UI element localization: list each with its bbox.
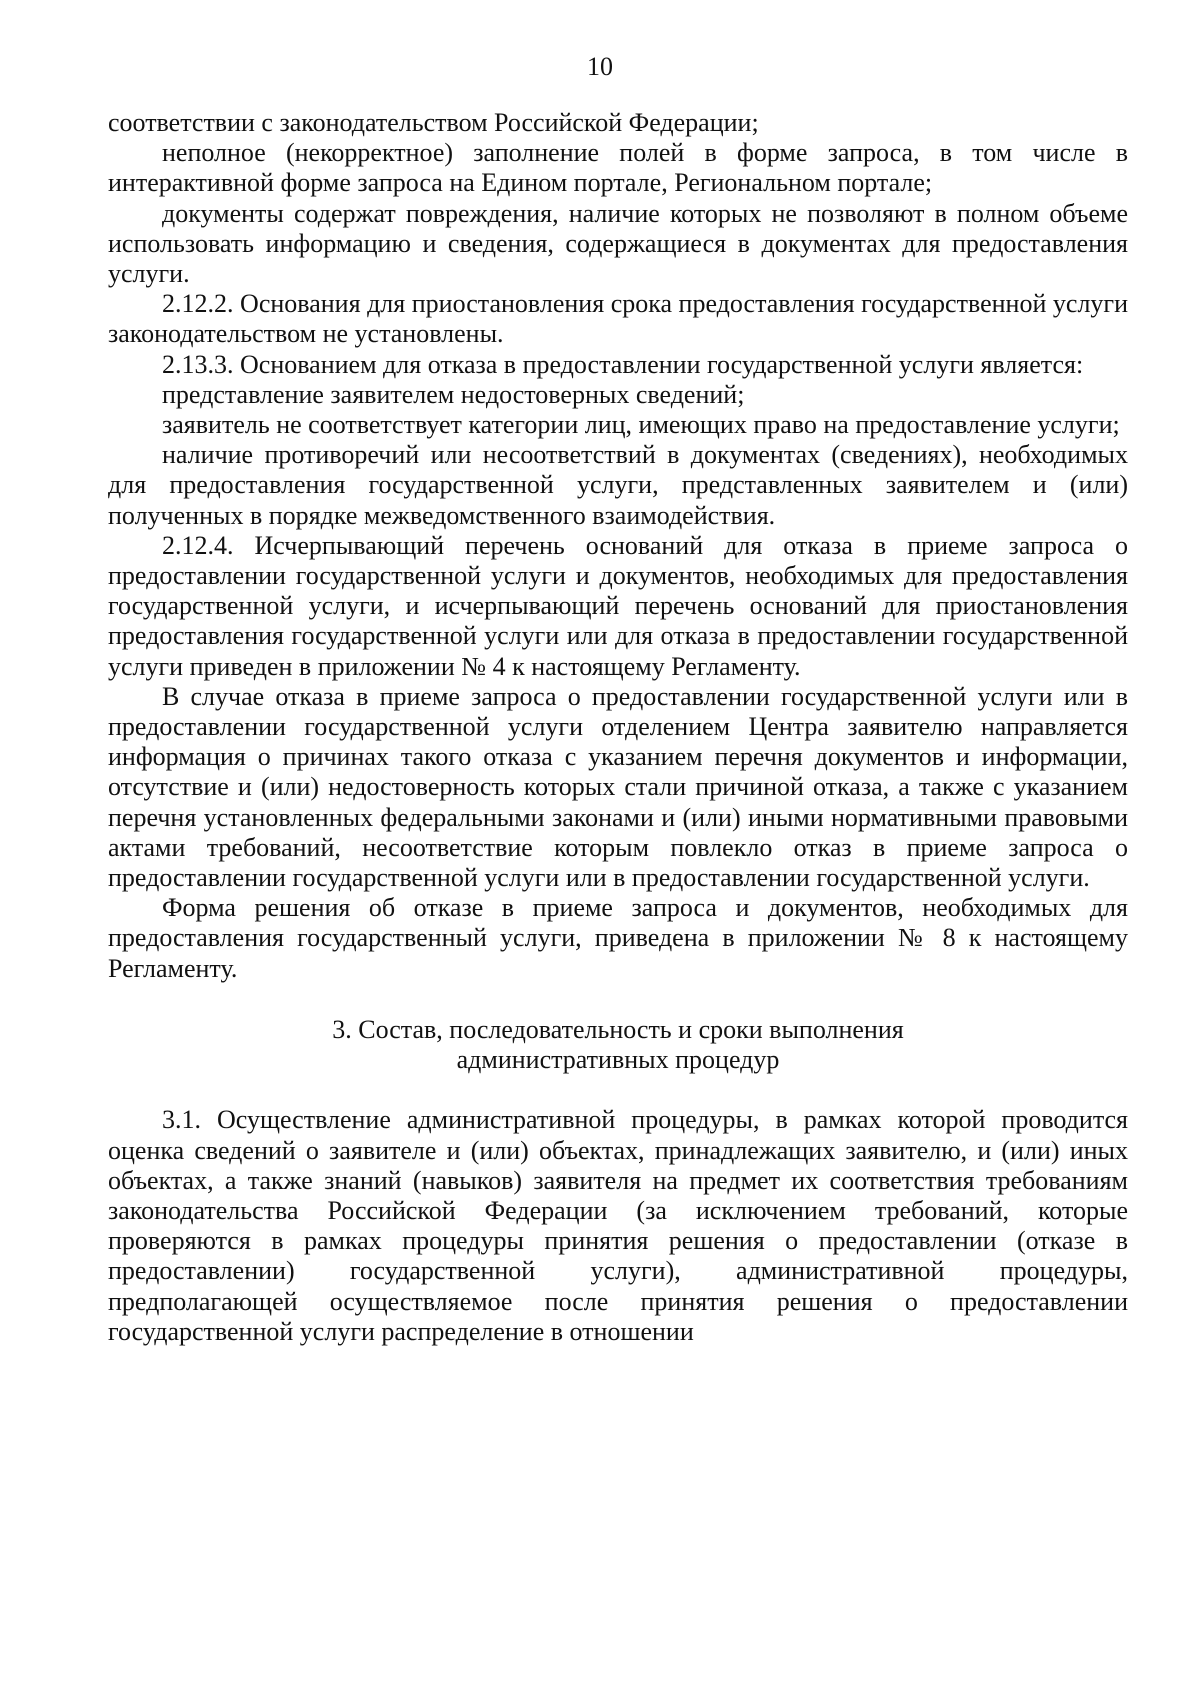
paragraph: представление заявителем недостоверных сведений; [162,379,745,409]
paragraph: соответствии с законодательством Российской Федерации; [108,108,759,137]
paragraph: В случае отказа в приеме запроса о предоставлении государственной услуги или в предоставлении государственной услуги отделением Центра заявителю направляется информация о причинах такого отказа с указанием перечня документов и информации, отсутствие и (или) недостоверность которых стали причиной отказа, а также с указанием перечня установленных федеральными законами и (или) иными нормативными правовыми актами требований, несоответствие которым повлекло отказ в приеме запроса о предоставлении государственной услуги или в предоставлении государственной услуги. [108,681,1128,893]
paragraph: неполное (некорректное) заполнение полей в форме запроса, в том числе в интерактивной форме запроса на Едином портале, Региональном портале; [108,138,1128,198]
paragraph: 2.12.4. Исчерпывающий перечень оснований для отказа в приеме запроса о предоставлении государственной услуги и документов, необходимых для предоставления государственной услуги, и исчерпывающий перечень оснований для приостановления предоставления государственной услуги или для отказа в предоставлении государственной услуги приведен в приложении № 4 к настоящему Регламенту. [108,530,1128,681]
section-heading-line: административных процедур [456,1045,780,1075]
paragraph: заявитель не соответствует категории лиц, имеющих право на предоставление услуги; [162,410,1120,440]
paragraph: документы содержат повреждения, наличие которых не позволяют в полном объеме использовать информацию и сведения, содержащиеся в документах для предоставления услуги. [108,198,1128,289]
paragraph: Форма решения об отказе в приеме запроса и документов, необходимых для предоставления государственный услуги, приведена в приложении № 8 к настоящему Регламенту. [108,893,1128,983]
section-heading-line: 3. Состав, последовательность и сроки выполнения [332,1014,904,1044]
document-body [108,108,1128,1347]
paragraph: 2.13.3. Основанием для отказа в предоставлении государственной услуги является: [162,349,1084,379]
paragraph: наличие противоречий или несоответствий в документах (сведениях), необходимых для предоставления государственной услуги, представленных заявителем и (или) полученных в порядке межведомственного взаимодействия. [108,440,1128,530]
section-heading [108,1015,1128,1075]
paragraph: 2.12.2. Основания для приостановления срока предоставления государственной услуги законодательством не установлены. [108,289,1128,349]
page-number: 10 [587,52,613,81]
paragraph: 3.1. Осуществление административной процедуры, в рамках которой проводится оценка сведений о заявителе и (или) объектах, принадлежащих заявителю, и (или) иных объектах, а также знаний (навыков) заявителя на предмет их соответствия требованиям законодательства Российской Федерации (за исключением требований, которые проверяются в рамках процедуры принятия решения о предоставлении (отказе в предоставлении) государственной услуги), административной процедуры, предполагающей осуществляемое после принятия решения о предоставлении государственной услуги распределение в отношении [108,1105,1128,1346]
